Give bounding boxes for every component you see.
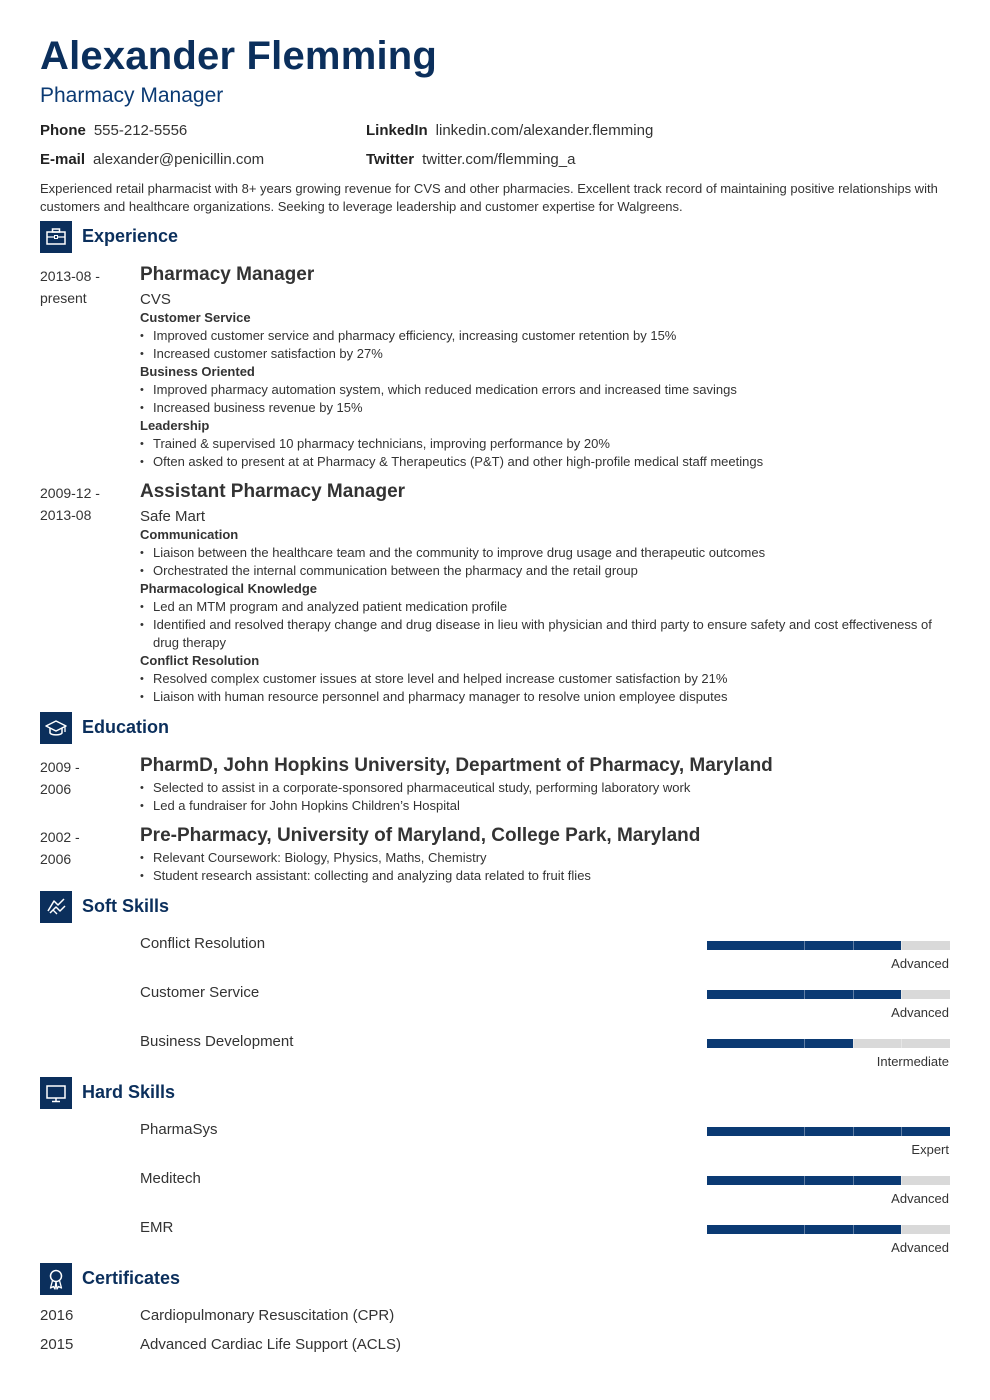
experience-title: Experience (82, 226, 179, 246)
skill-bar-divider (853, 1176, 854, 1185)
job-bullets (140, 435, 950, 471)
list-item: • Student research assistant: collecting and analyzing data related to fruit flies (140, 867, 950, 885)
twitter-label: Twitter (366, 151, 415, 168)
job-details (140, 526, 950, 706)
skill-level-bar (707, 1127, 950, 1136)
job-date (40, 265, 120, 309)
skill-bar-divider (804, 1176, 805, 1185)
candidate-role: Pharmacy Manager (40, 84, 224, 107)
twitter-value[interactable]: twitter.com/flemming_a (422, 151, 576, 168)
contact-phone (40, 122, 187, 139)
job-subheading: Business Oriented (140, 364, 255, 379)
skill-bar-divider (901, 1039, 902, 1048)
email-value[interactable]: alexander@penicillin.com (93, 151, 265, 168)
job-bullets (140, 670, 950, 706)
skill-bar-divider (901, 1225, 902, 1234)
education-date (40, 826, 120, 870)
certificate-year: 2015 (40, 1336, 74, 1353)
skill-name: Business Development (140, 1033, 294, 1050)
skill-name: Meditech (140, 1170, 201, 1187)
skill-bar-divider (853, 1039, 854, 1048)
hard-skills-title: Hard Skills (82, 1082, 176, 1102)
skill-level-label: Advanced (891, 1005, 949, 1020)
education-title: Education (82, 717, 170, 737)
job-date-start: 2009-12 - (40, 485, 100, 501)
degree-title: Pre-Pharmacy, University of Maryland, College Park, Maryland (140, 825, 701, 846)
list-item: • Orchestrated the internal communication between the pharmacy and the retail group (140, 562, 950, 580)
job-title: Pharmacy Manager (140, 264, 315, 285)
education-details (140, 849, 950, 885)
skill-level-bar (707, 1176, 950, 1185)
certificates-title: Certificates (82, 1268, 181, 1288)
skill-bar-divider (804, 1127, 805, 1136)
certificate-name: Cardiopulmonary Resuscitation (CPR) (140, 1307, 395, 1324)
skill-level-bar (707, 990, 950, 999)
education-date-start: 2009 - (40, 759, 80, 775)
skill-bar-divider (901, 941, 902, 950)
list-item: • Identified and resolved therapy change and drug disease in lieu with physician and third party to ensure safety and cost effectiveness of drug therapy (140, 616, 950, 652)
candidate-name: Alexander Flemming (40, 34, 438, 78)
linkedin-label: LinkedIn (366, 122, 428, 139)
skill-bar-divider (804, 941, 805, 950)
skill-level-bar (707, 1039, 950, 1048)
email-label: E-mail (40, 151, 86, 168)
skill-bar-divider (901, 1176, 902, 1185)
skill-level-label: Expert (911, 1142, 949, 1157)
education-bullets (140, 849, 950, 885)
graduation-cap-icon (40, 712, 72, 744)
skill-bar-divider (901, 990, 902, 999)
job-date-start: 2013-08 - (40, 268, 100, 284)
job-bullets (140, 598, 950, 652)
skill-name: PharmaSys (140, 1121, 218, 1138)
degree-title: PharmD, John Hopkins University, Department of Pharmacy, Maryland (140, 755, 773, 776)
list-item: • Improved pharmacy automation system, which reduced medication errors and increased time savings (140, 381, 950, 399)
job-title: Assistant Pharmacy Manager (140, 481, 406, 502)
list-item: • Increased business revenue by 15% (140, 399, 950, 417)
phone-label: Phone (40, 122, 86, 139)
job-details (140, 309, 950, 471)
list-item: • Led an MTM program and analyzed patient medication profile (140, 598, 950, 616)
skill-level-bar (707, 1225, 950, 1234)
job-date-end: 2013-08 (40, 507, 92, 523)
phone-value: 555-212-5556 (93, 122, 188, 139)
certificate-year: 2016 (40, 1307, 74, 1324)
skill-name: Conflict Resolution (140, 935, 266, 952)
list-item: • Liaison between the healthcare team and the community to improve drug usage and therapeutic outcomes (140, 544, 950, 562)
skill-name: Customer Service (140, 984, 260, 1001)
contact-linkedin (366, 122, 653, 139)
skill-bar-divider (804, 990, 805, 999)
job-bullets (140, 327, 950, 363)
skill-name: EMR (140, 1219, 174, 1236)
list-item: • Led a fundraiser for John Hopkins Children’s Hospital (140, 797, 950, 815)
list-item: • Resolved complex customer issues at store level and helped increase customer satisfaction by 21% (140, 670, 950, 688)
certificate-name: Advanced Cardiac Life Support (ACLS) (140, 1336, 401, 1353)
skill-level-bar (707, 941, 950, 950)
list-item: • Increased customer satisfaction by 27% (140, 345, 950, 363)
briefcase-icon (40, 221, 72, 253)
job-subheading: Conflict Resolution (140, 653, 260, 668)
skill-level-fill (707, 1039, 853, 1048)
job-subheading: Communication (140, 527, 239, 542)
job-subheading: Customer Service (140, 310, 251, 325)
job-company: Safe Mart (140, 508, 206, 525)
resume-page (40, 0, 950, 1400)
skill-bar-divider (804, 1039, 805, 1048)
education-bullets (140, 779, 950, 815)
job-bullets (140, 381, 950, 417)
job-subheading: Leadership (140, 418, 210, 433)
skill-level-label: Advanced (891, 1240, 949, 1255)
skill-level-label: Advanced (891, 956, 949, 971)
contact-twitter (366, 151, 575, 168)
education-details (140, 779, 950, 815)
skill-level-fill (707, 1127, 950, 1136)
skill-bar-divider (853, 1225, 854, 1234)
skill-level-label: Intermediate (876, 1054, 949, 1069)
profile-summary: Experienced retail pharmacist with 8+ years growing revenue for CVS and other pharmacies. Excellent track record of maintaining positive relationships with customers and healthcare organizations. Seeking to leverage leadership and customer expertise for Walgreens. (40, 181, 938, 214)
skill-bar-divider (853, 1127, 854, 1136)
contact-email (40, 151, 264, 168)
list-item: • Liaison with human resource personnel and pharmacy manager to resolve union employee disputes (140, 688, 950, 706)
education-date-start: 2002 - (40, 829, 80, 845)
skill-bar-divider (804, 1225, 805, 1234)
award-ribbon-icon (40, 1263, 72, 1295)
list-item: • Relevant Coursework: Biology, Physics, Maths, Chemistry (140, 849, 950, 867)
job-company: CVS (140, 291, 171, 308)
monitor-icon (40, 1077, 72, 1109)
education-date (40, 756, 120, 800)
soft-skills-title: Soft Skills (82, 896, 170, 916)
list-item: • Often asked to present at at Pharmacy & Therapeutics (P&T) and other high-profile medical staff meetings (140, 453, 950, 471)
handshake-icon (40, 891, 72, 923)
education-date-end: 2006 (40, 851, 72, 867)
list-item: • Trained & supervised 10 pharmacy technicians, improving performance by 20% (140, 435, 950, 453)
job-bullets (140, 544, 950, 580)
linkedin-value[interactable]: linkedin.com/alexander.flemming (435, 122, 654, 139)
list-item: • Selected to assist in a corporate-sponsored pharmaceutical study, performing laboratory work (140, 779, 950, 797)
skill-bar-divider (853, 941, 854, 950)
job-date-end: present (40, 290, 87, 306)
education-date-end: 2006 (40, 781, 72, 797)
skill-bar-divider (901, 1127, 902, 1136)
list-item: • Improved customer service and pharmacy efficiency, increasing customer retention by 15% (140, 327, 950, 345)
job-date (40, 482, 120, 526)
job-subheading: Pharmacological Knowledge (140, 581, 317, 596)
skill-level-label: Advanced (891, 1191, 949, 1206)
skill-bar-divider (853, 990, 854, 999)
